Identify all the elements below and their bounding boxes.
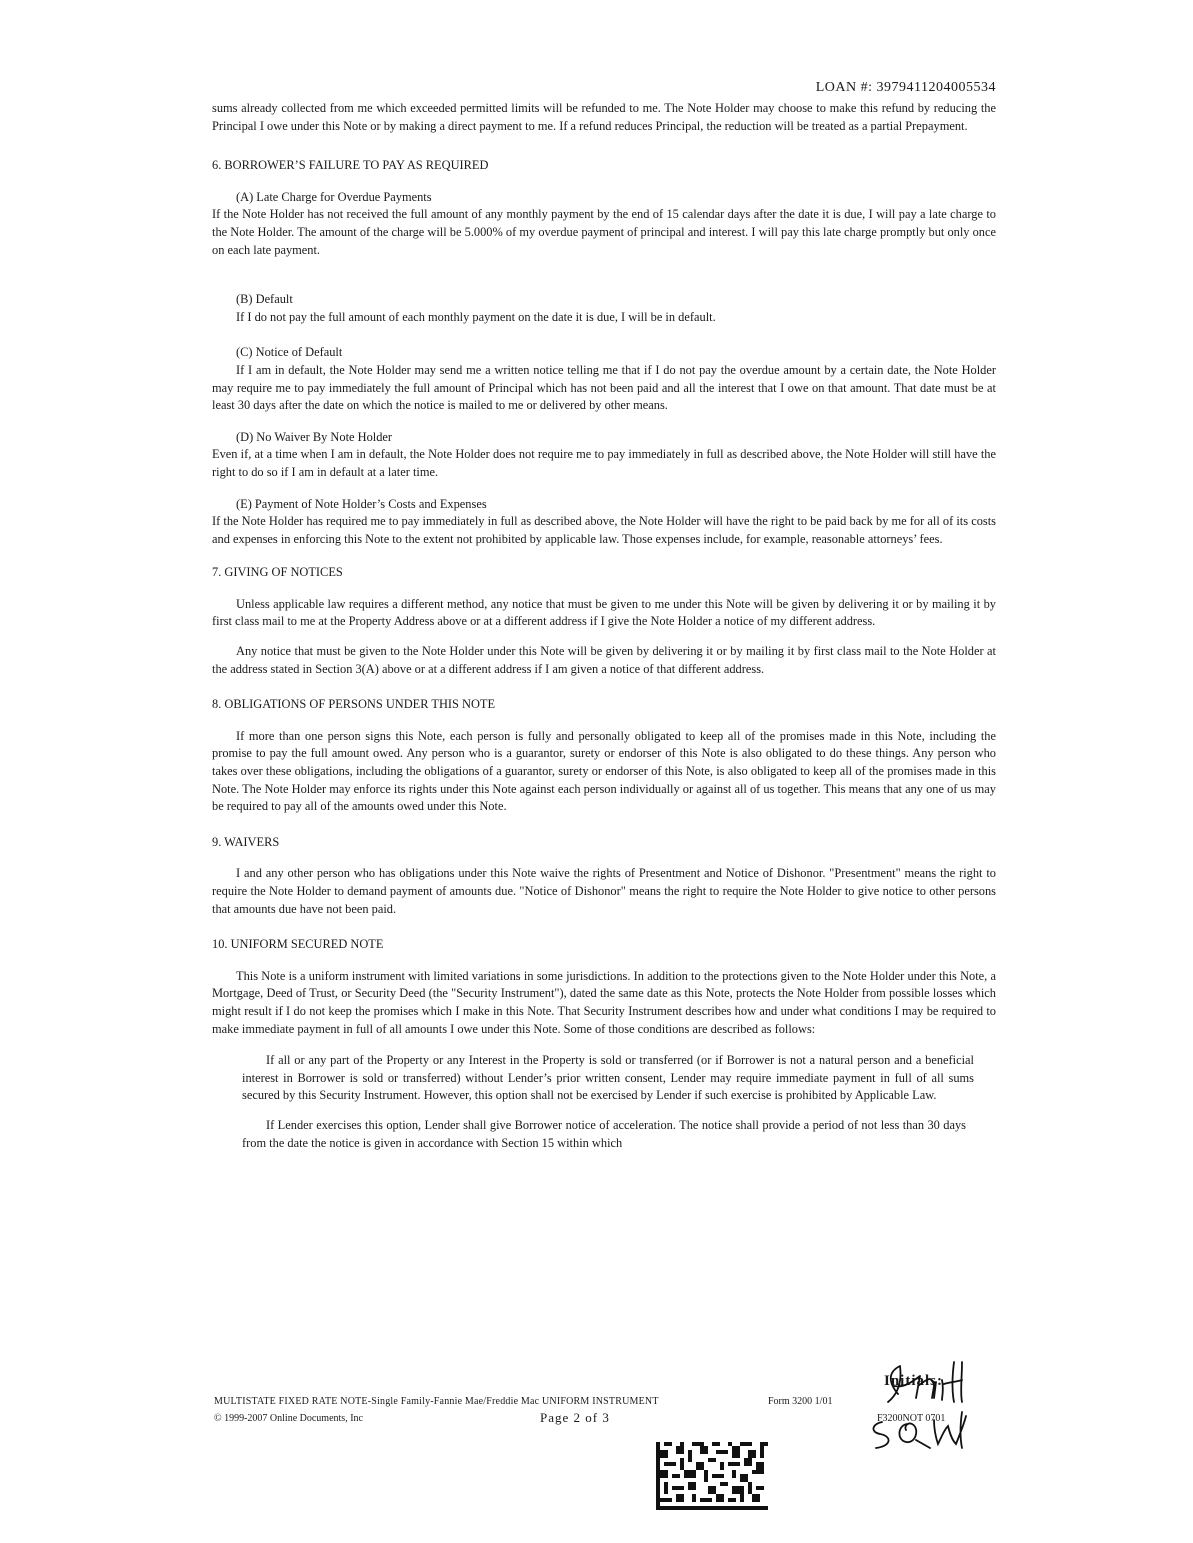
section-6d-text: Even if, at a time when I am in default, the Note Holder does not require me to pay immediately in full as described above, the Note Holder will still have the right to do so if I am in default at a later time.	[212, 447, 996, 479]
barcode-graphic	[656, 1442, 768, 1510]
section-6d-heading: (D) No Waiver By Note Holder	[236, 429, 393, 444]
note-body	[212, 100, 996, 1152]
section-9-paragraph-1: I and any other person who has obligations under this Note waive the rights of Presentment and Notice of Dishonor. "Presentment" means the right to require the Note Holder to demand payment of amounts due. "Notice of Dishonor" means the right to require the Note Holder to give notice to other persons that amounts due have not been paid.	[212, 866, 996, 916]
loan-number: LOAN #: 3979411204005534	[815, 80, 996, 95]
form-number: Form 3200 1/01	[768, 1396, 833, 1407]
section-6c-heading: (C) Notice of Default	[236, 345, 343, 360]
section-8-paragraph-1: If more than one person signs this Note, each person is fully and personally obligated to keep all of the promises made in this Note, including the promise to pay the full amount owed. Any person who is a guarantor, surety or endorser of this Note is also obligated to do these things. Any person who takes over these obligations, including the obligations of a guarantor, surety or endorser of this Note, is also obligated to keep all of the promises made in this Note. The Note Holder may enforce its rights under this Note against each person individually or against all of us together. This means that any one of us may be required to pay all of the amounts owed under this Note.	[212, 728, 996, 814]
section-6c-text: If I am in default, the Note Holder may send me a written notice telling me that if I do not pay the overdue amount by a certain date, the Note Holder may require me to pay immediately the full amount of Principal which has not been paid and all the interest that I owe on that amount. That date must be at least 30 days after the date on which the notice is mailed to me or delivered by other means.	[212, 362, 996, 413]
form-code: F3200NOT 0701	[877, 1413, 946, 1424]
section-10-heading: 10. UNIFORM SECURED NOTE	[212, 937, 384, 952]
section-7-paragraph-1: Unless applicable law requires a different method, any notice that must be given to me under this Note will be given by delivering it or by mailing it by first class mail to me at the Property Address above or at a different address if I give the Note Holder a notice of my different address.	[212, 596, 996, 629]
section-6a-heading: (A) Late Charge for Overdue Payments	[236, 189, 432, 204]
section-6a-text: If the Note Holder has not received the full amount of any monthly payment by the end of 15 calendar days after the date it is due, I will pay a late charge to the Note Holder. The amount of the charge will be 5.000% of my overdue payment of principal and interest. I will pay this late charge promptly but only once on each late payment.	[212, 207, 996, 257]
section-7-heading: 7. GIVING OF NOTICES	[212, 565, 343, 580]
section-6b-heading: (B) Default	[236, 292, 293, 307]
section-8-heading: 8. OBLIGATIONS OF PERSONS UNDER THIS NOTE	[212, 697, 496, 712]
section-10-quote-1: If all or any part of the Property or any Interest in the Property is sold or transferred (or if Borrower is not a natural person and a beneficial interest in Borrower is sold or transferred) without Lender’s prior written consent, Lender may require immediate payment in full of all sums secured by this Security Instrument. However, this option shall not be exercised by Lender if such exercise is prohibited by Applicable Law.	[242, 1053, 974, 1103]
form-title: MULTISTATE FIXED RATE NOTE-Single Family-Fannie Mae/Freddie Mac UNIFORM INSTRUMENT	[214, 1396, 659, 1407]
intro-paragraph: sums already collected from me which exceeded permitted limits will be refunded to me. The Note Holder may choose to make this refund by reducing the Principal I owe under this Note or by making a direct payment to me. If a refund reduces Principal, the reduction will be treated as a partial Prepayment.	[212, 101, 996, 133]
section-6e-text: If the Note Holder has required me to pay immediately in full as described above, the Note Holder will have the right to be paid back by me for all of its costs and expenses in enforcing this Note to the extent not prohibited by applicable law. Those expenses include, for example, reasonable attorneys’ fees.	[212, 514, 996, 546]
section-6e-heading: (E) Payment of Note Holder’s Costs and Expenses	[236, 496, 487, 511]
section-6b-text: If I do not pay the full amount of each monthly payment on the date it is due, I will be in default.	[236, 309, 716, 324]
initials-label: Initials:	[884, 1373, 944, 1389]
section-10-quote-2: If Lender exercises this option, Lender shall give Borrower notice of acceleration. The notice shall provide a period of not less than 30 days from the date the notice is given in accordance with Section 15 within which	[242, 1117, 966, 1150]
signature-initials-graphic	[858, 1352, 1018, 1462]
section-10-paragraph-1: This Note is a uniform instrument with limited variations in some jurisdictions. In addition to the protections given to the Note Holder under this Note, a Mortgage, Deed of Trust, or Security Deed (the "Security Instrument"), dated the same date as this Note, protects the Note Holder from possible losses which might result if I do not keep the promises which I make in this Note. That Security Instrument describes how and under what conditions I may be required to make immediate payment in full of all amounts I owe under this Note. Some of those conditions are described as follows:	[212, 968, 996, 1036]
section-7-paragraph-2: Any notice that must be given to the Note Holder under this Note will be given by delivering it or by mailing it by first class mail to the Note Holder at the address stated in Section 3(A) above or at a different address if I am given a notice of that different address.	[212, 644, 996, 676]
section-9-heading: 9. WAIVERS	[212, 834, 280, 849]
copyright: © 1999-2007 Online Documents, Inc	[214, 1413, 363, 1424]
section-6-heading: 6. BORROWER’S FAILURE TO PAY AS REQUIRED	[212, 158, 489, 173]
page-number: Page 2 of 3	[540, 1410, 610, 1425]
